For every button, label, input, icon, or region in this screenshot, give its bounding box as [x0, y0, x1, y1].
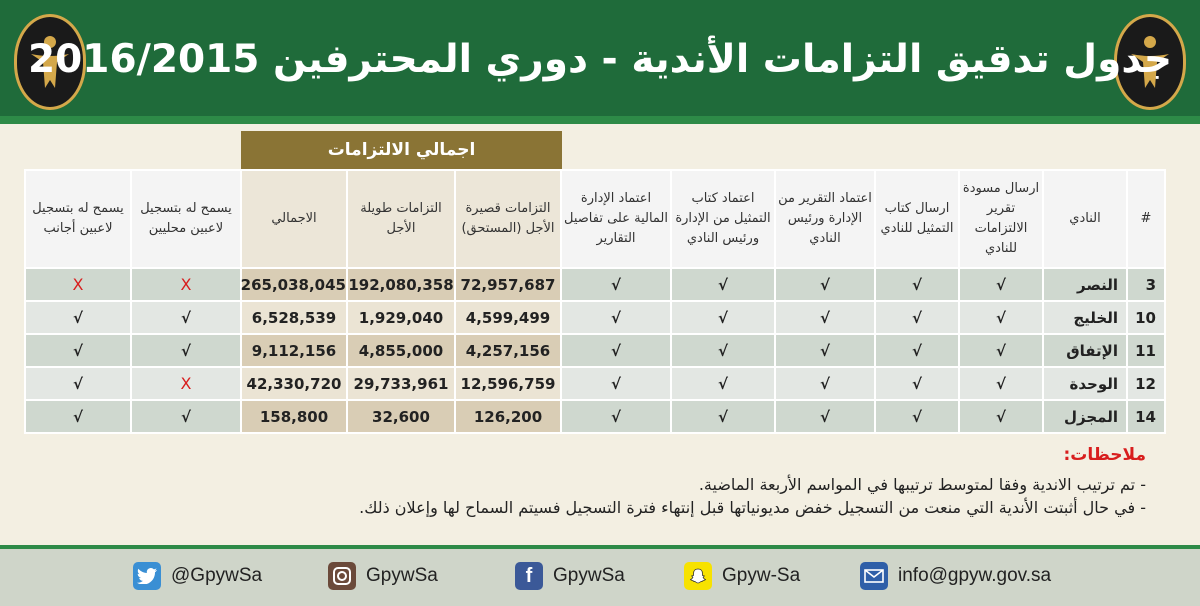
note-item: - في حال أثبتت الأندية التي منعت من التسجيل خفض مديونياتها قبل إنتهاء فترة التسجيل فسيتم السماح لها وإعلان ذلك.: [359, 498, 1146, 517]
snapchat-handle: Gpyw-Sa: [722, 565, 801, 586]
cell-draft-report: √: [959, 334, 1043, 367]
email-icon: [860, 562, 888, 590]
cell-representation-letter: √: [875, 400, 959, 433]
cell-total: 158,800: [241, 400, 347, 433]
twitter-handle: @GpywSa: [171, 565, 263, 586]
social-email[interactable]: [860, 562, 1051, 590]
col-header-report-approval: اعتماد التقرير من الإدارة ورئيس النادي: [775, 170, 875, 268]
twitter-icon: [133, 562, 161, 590]
col-header-representation-letter: ارسال كتاب التمثيل للنادي: [875, 170, 959, 268]
col-header-draft-report: ارسال مسودة تقرير الالتزامات للنادي: [959, 170, 1043, 268]
cell-number: 11: [1127, 334, 1165, 367]
cell-draft-report: √: [959, 301, 1043, 334]
cell-foreign-players: √: [25, 367, 131, 400]
cell-club: الخليج: [1043, 301, 1127, 334]
cell-finance-approval: √: [561, 334, 671, 367]
cell-letter-approval: √: [671, 268, 775, 301]
cell-foreign-players: √: [25, 334, 131, 367]
cell-report-approval: √: [775, 301, 875, 334]
table-header-row: [25, 170, 1165, 268]
col-header-club: النادي: [1043, 170, 1127, 268]
social-facebook[interactable]: [515, 562, 625, 590]
cell-letter-approval: √: [671, 400, 775, 433]
social-twitter[interactable]: [133, 562, 262, 590]
facebook-handle: GpywSa: [553, 565, 625, 586]
cell-local-players: √: [131, 400, 241, 433]
cell-long-term: 192,080,358: [347, 268, 455, 301]
cell-club: الوحدة: [1043, 367, 1127, 400]
instagram-handle: GpywSa: [366, 565, 438, 586]
table-body: [25, 268, 1165, 433]
cell-local-players: X: [131, 367, 241, 400]
cell-letter-approval: √: [671, 334, 775, 367]
page-title: جدول تدقيق التزامات الأندية - دوري المحترفين 2016/2015: [28, 36, 1172, 82]
cell-draft-report: √: [959, 268, 1043, 301]
social-instagram[interactable]: [328, 562, 438, 590]
notes-section: [46, 445, 1146, 519]
col-header-total: الاجمالي: [241, 170, 347, 268]
cell-long-term: 32,600: [347, 400, 455, 433]
header-accent-bar: [0, 116, 1200, 124]
cell-total: 9,112,156: [241, 334, 347, 367]
col-header-number: #: [1127, 170, 1165, 268]
cell-number: 3: [1127, 268, 1165, 301]
cell-long-term: 1,929,040: [347, 301, 455, 334]
cell-foreign-players: X: [25, 268, 131, 301]
table-row: [25, 334, 1165, 367]
cell-local-players: X: [131, 268, 241, 301]
audit-table: [24, 169, 1166, 434]
cell-total: 265,038,045: [241, 268, 347, 301]
cell-number: 10: [1127, 301, 1165, 334]
cell-club: النصر: [1043, 268, 1127, 301]
cell-report-approval: √: [775, 268, 875, 301]
table-row: [25, 400, 1165, 433]
total-obligations-header: اجمالي الالتزامات: [241, 131, 562, 169]
col-header-short-term: التزامات قصيرة الأجل (المستحق): [455, 170, 561, 268]
cell-draft-report: √: [959, 367, 1043, 400]
cell-long-term: 4,855,000: [347, 334, 455, 367]
cell-local-players: √: [131, 301, 241, 334]
cell-short-term: 4,599,499: [455, 301, 561, 334]
cell-local-players: √: [131, 334, 241, 367]
instagram-icon: [328, 562, 356, 590]
table-row: [25, 367, 1165, 400]
cell-finance-approval: √: [561, 301, 671, 334]
cell-number: 12: [1127, 367, 1165, 400]
cell-short-term: 4,257,156: [455, 334, 561, 367]
cell-finance-approval: √: [561, 268, 671, 301]
header-banner: [0, 0, 1200, 124]
notes-title: ملاحظات:: [1063, 445, 1146, 465]
cell-draft-report: √: [959, 400, 1043, 433]
cell-foreign-players: √: [25, 400, 131, 433]
audit-table-wrapper: [24, 169, 1164, 434]
cell-finance-approval: √: [561, 367, 671, 400]
footer: [0, 549, 1200, 606]
col-header-finance-approval: اعتماد الإدارة المالية على تفاصيل التقارير: [561, 170, 671, 268]
cell-club: المجزل: [1043, 400, 1127, 433]
col-header-local-players: يسمح له بتسجيل لاعبين محليين: [131, 170, 241, 268]
cell-representation-letter: √: [875, 301, 959, 334]
cell-short-term: 126,200: [455, 400, 561, 433]
cell-foreign-players: √: [25, 301, 131, 334]
cell-letter-approval: √: [671, 367, 775, 400]
facebook-icon: f: [515, 562, 543, 590]
col-header-long-term: التزامات طويلة الأجل: [347, 170, 455, 268]
cell-letter-approval: √: [671, 301, 775, 334]
cell-short-term: 12,596,759: [455, 367, 561, 400]
table-row: [25, 301, 1165, 334]
snapchat-icon: [684, 562, 712, 590]
cell-club: الإتفاق: [1043, 334, 1127, 367]
cell-finance-approval: √: [561, 400, 671, 433]
cell-long-term: 29,733,961: [347, 367, 455, 400]
note-item: - تم ترتيب الاندية وفقا لمتوسط ترتيبها في المواسم الأربعة الماضية.: [698, 475, 1146, 494]
cell-total: 42,330,720: [241, 367, 347, 400]
email-address: info@gpyw.gov.sa: [898, 565, 1052, 586]
cell-representation-letter: √: [875, 268, 959, 301]
cell-report-approval: √: [775, 400, 875, 433]
table-row: [25, 268, 1165, 301]
cell-short-term: 72,957,687: [455, 268, 561, 301]
col-header-letter-approval: اعتماد كتاب التمثيل من الإدارة ورئيس النادي: [671, 170, 775, 268]
cell-report-approval: √: [775, 334, 875, 367]
cell-total: 6,528,539: [241, 301, 347, 334]
cell-number: 14: [1127, 400, 1165, 433]
social-snapchat[interactable]: [684, 562, 800, 590]
cell-representation-letter: √: [875, 334, 959, 367]
cell-representation-letter: √: [875, 367, 959, 400]
col-header-foreign-players: يسمح له بتسجيل لاعبين أجانب: [25, 170, 131, 268]
cell-report-approval: √: [775, 367, 875, 400]
